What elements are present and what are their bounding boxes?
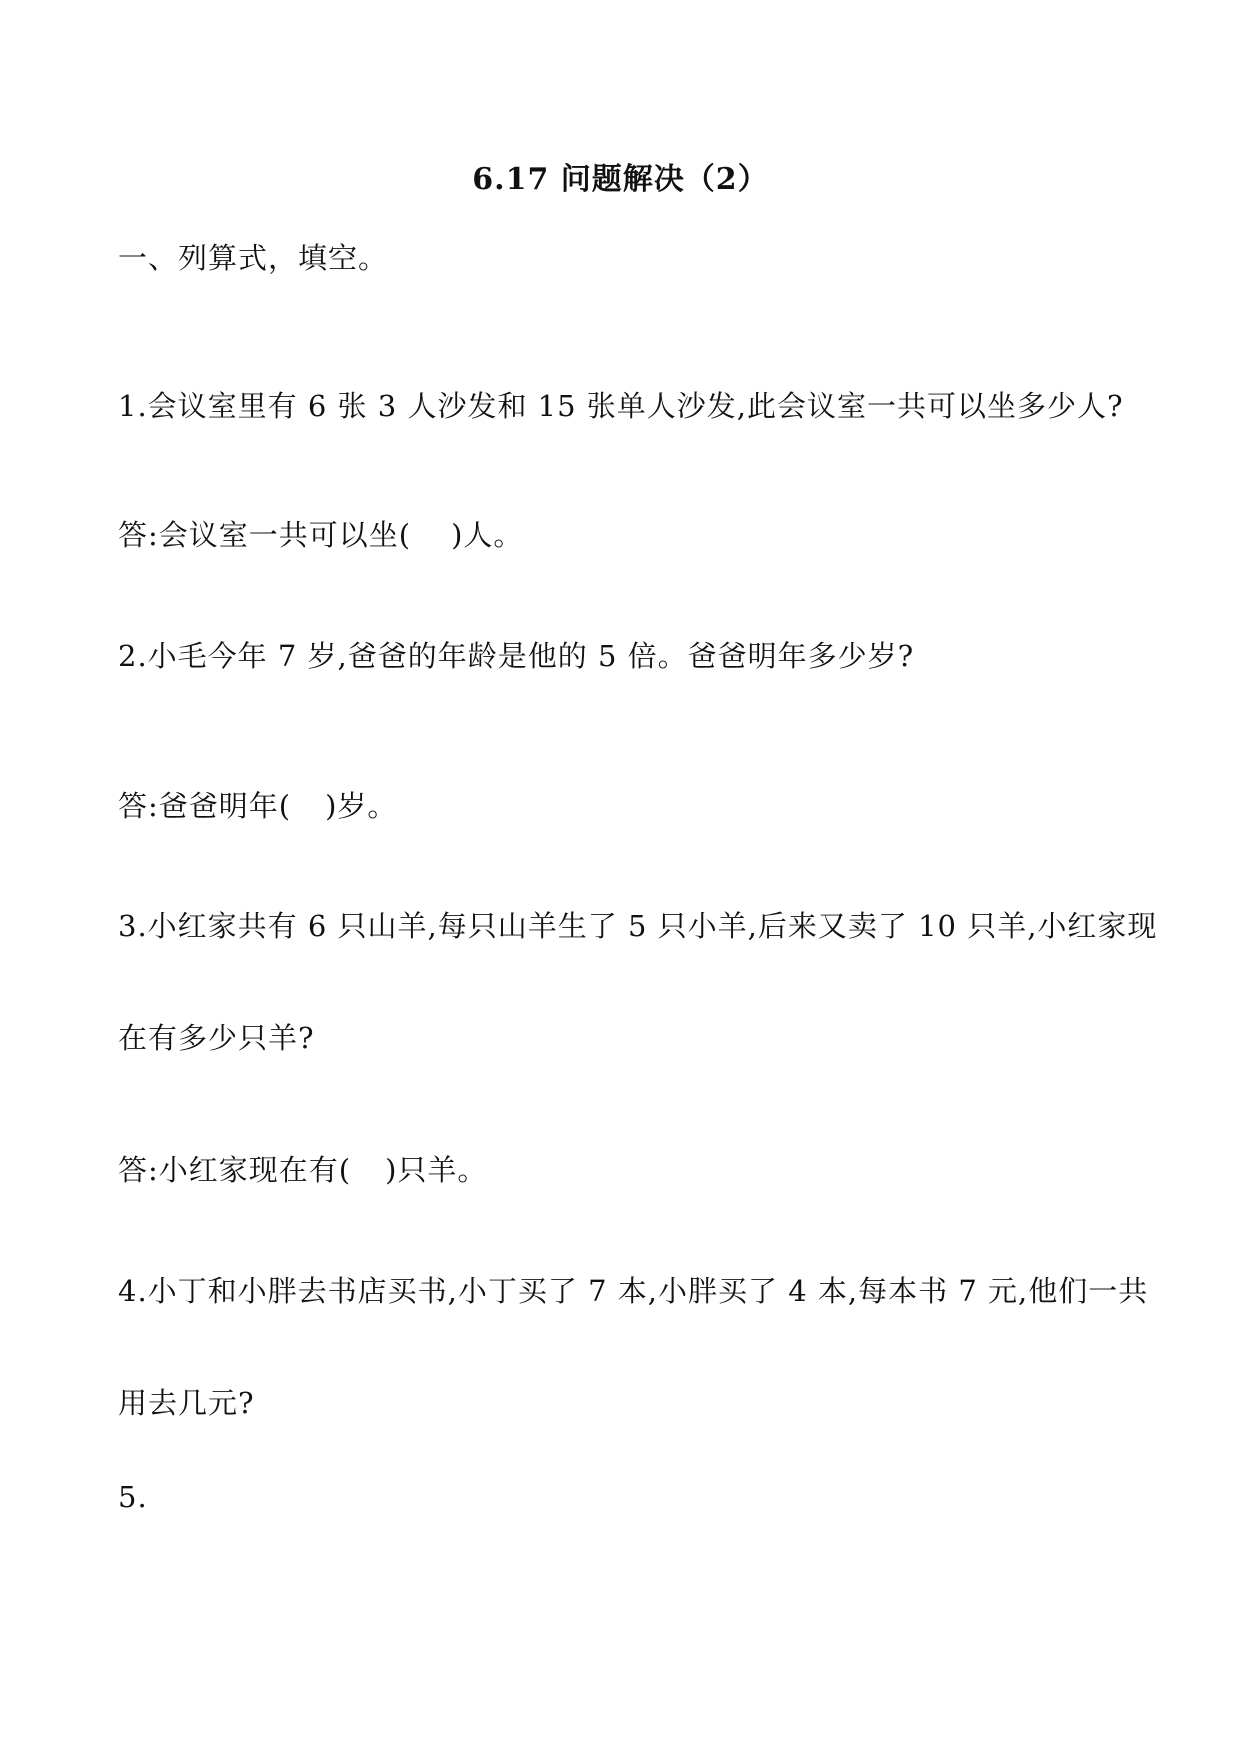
section-heading: 一、列算式，填空。 xyxy=(118,241,389,275)
answer-prefix: 答:爸爸明年( xyxy=(118,789,292,823)
answer-prefix: 答:小红家现在有( xyxy=(118,1153,352,1187)
question-5-number: 5. xyxy=(118,1480,148,1514)
question-2-text: 2.小毛今年 7 岁,爸爸的年龄是他的 5 倍。爸爸明年多少岁? xyxy=(118,639,915,673)
question-1-text: 1.会议室里有 6 张 3 人沙发和 15 张单人沙发,此会议室一共可以坐多少人? xyxy=(118,389,1124,423)
question-3-answer xyxy=(118,1150,487,1190)
question-4-text-line-2: 用去几元? xyxy=(118,1386,255,1420)
question-4-text-line-1: 4.小丁和小胖去书店买书,小丁买了 7 本,小胖买了 4 本,每本书 7 元,他们一共 xyxy=(118,1274,1149,1308)
answer-prefix: 答:会议室一共可以坐( xyxy=(118,518,412,552)
question-1-answer xyxy=(118,515,523,555)
question-3-text-line-1: 3.小红家共有 6 只山羊,每只山羊生了 5 只小羊,后来又卖了 10 只羊,小红家现 xyxy=(118,909,1158,943)
answer-suffix: )人。 xyxy=(451,518,524,552)
page-title: 6.17 问题解决（2） xyxy=(472,162,769,197)
answer-suffix: )只羊。 xyxy=(385,1153,488,1187)
answer-suffix: )岁。 xyxy=(325,789,398,823)
question-2-answer xyxy=(118,786,397,826)
question-3-text-line-2: 在有多少只羊? xyxy=(118,1021,315,1055)
